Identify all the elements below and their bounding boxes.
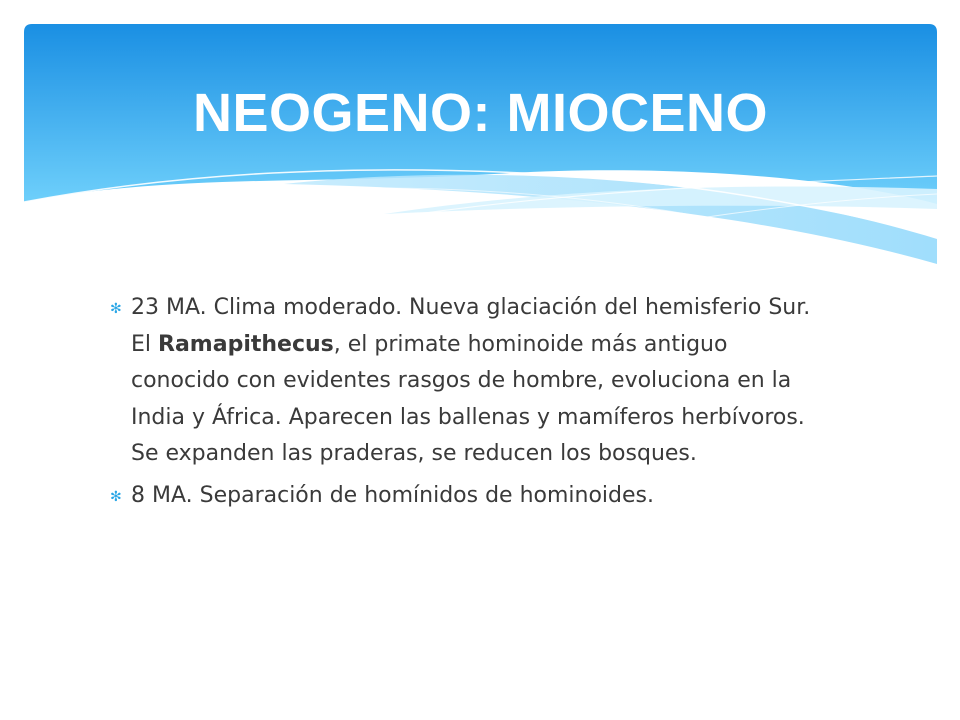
bullet-text-end: , el primate hominoide más antiguo conocido con evidentes rasgos de hombre, evoluciona en la India y África. Aparecen las ballenas y mamíferos herbívoros. Se expanden las praderas, se reducen los bosques. <box>131 331 805 466</box>
title-banner <box>24 24 937 274</box>
bullet-text <box>131 295 810 466</box>
wave-banner-graphic <box>24 24 937 274</box>
bullet-text-bold: Ramapithecus <box>158 331 334 357</box>
bullet-text: 8 MA. Separación de homínidos de hominoides. <box>131 482 654 508</box>
asterisk-icon: ✻ <box>110 301 122 317</box>
bullet-text-start: 23 MA. Clima moderado. Nueva glaciación del hemisferio Sur. El <box>131 295 811 357</box>
asterisk-icon: ✻ <box>110 488 122 505</box>
bullet-item <box>110 290 830 473</box>
bullet-list <box>110 290 830 519</box>
bullet-item <box>110 478 830 515</box>
slide-title: NEOGENO: MIOCENO <box>192 83 769 143</box>
